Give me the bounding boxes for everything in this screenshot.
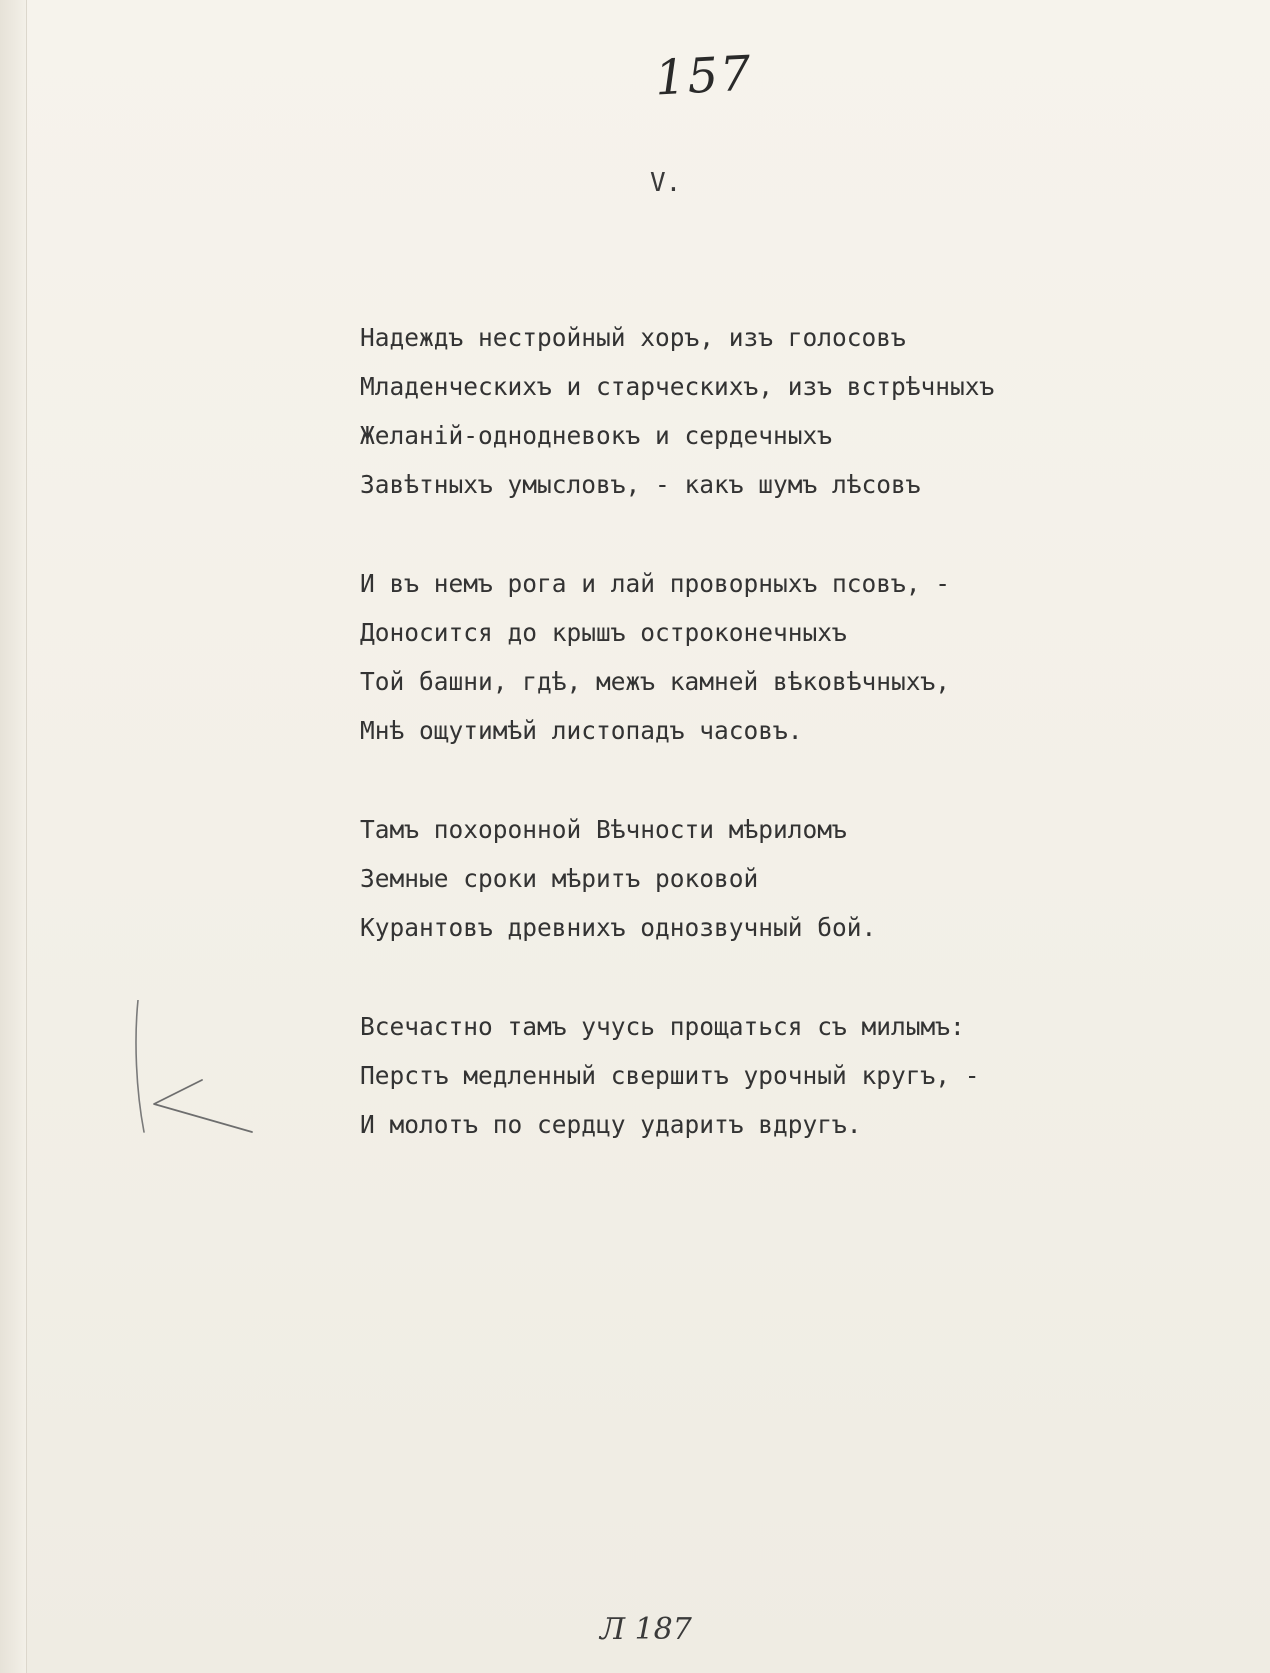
poem-line: И молотъ по сердцу ударитъ вдругъ. <box>360 1110 862 1139</box>
poem-line: Курантовъ древнихъ однозвучный бой. <box>360 913 877 942</box>
stanza-1 <box>360 313 994 509</box>
poem-line: Мнѣ ощутимѣй листопадъ часовъ. <box>360 716 803 745</box>
pencil-margin-mark <box>130 1000 260 1150</box>
handwritten-page-number: 157 <box>653 45 755 107</box>
stanza-spacer <box>360 952 994 1002</box>
poem-text <box>360 313 994 1149</box>
poem-line: Всечастно тамъ учусь прощаться съ милымъ: <box>360 1012 965 1041</box>
poem-line: Желаній-однодневокъ и сердечныхъ <box>360 421 833 450</box>
poem-line: Земные сроки мѣритъ роковой <box>360 864 759 893</box>
poem-line: Той башни, гдѣ, межъ камней вѣковѣчныхъ, <box>360 667 951 696</box>
poem-line: Завѣтныхъ умысловъ, - какъ шумъ лѣсовъ <box>360 470 921 499</box>
stanza-2 <box>360 559 994 755</box>
stanza-4 <box>360 1002 994 1149</box>
section-roman-numeral: V. <box>650 168 682 198</box>
paper-left-edge <box>0 0 27 1673</box>
handwritten-archive-number: Л 187 <box>600 1612 692 1647</box>
poem-line: Младенческихъ и старческихъ, изъ встрѣчныхъ <box>360 372 995 401</box>
poem-line: Перстъ медленный свершитъ урочный кругъ, - <box>360 1061 980 1090</box>
stanza-spacer <box>360 755 994 805</box>
poem-line: Доносится до крышъ остроконечныхъ <box>360 618 847 647</box>
poem-line: Тамъ похоронной Вѣчности мѣриломъ <box>360 815 847 844</box>
stanza-3 <box>360 805 994 952</box>
stanza-spacer <box>360 509 994 559</box>
poem-line: И въ немъ рога и лай проворныхъ псовъ, - <box>360 569 951 598</box>
poem-line: Надеждъ нестройный хоръ, изъ голосовъ <box>360 323 906 352</box>
